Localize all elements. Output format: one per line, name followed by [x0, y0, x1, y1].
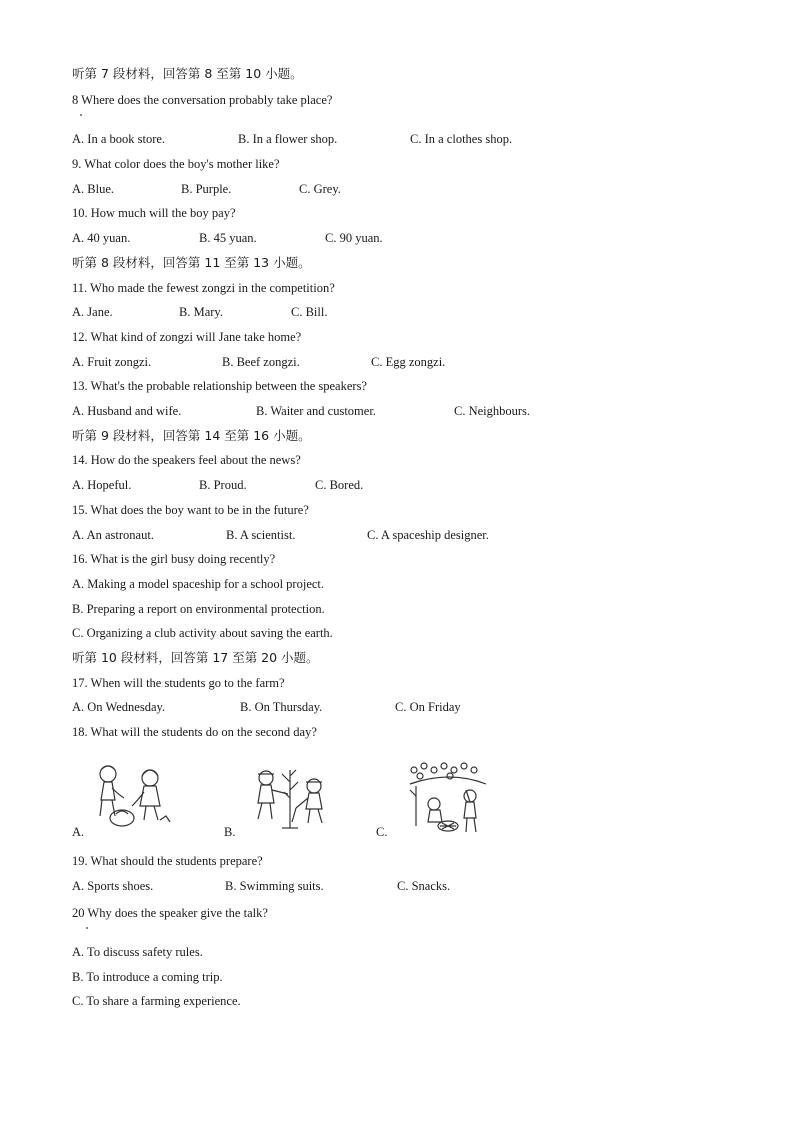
- q8-option-b[interactable]: B. In a flower shop.: [238, 132, 338, 146]
- q12-option-c[interactable]: C. Egg zongzi.: [371, 355, 446, 369]
- q9-option-c[interactable]: C. Grey.: [299, 182, 341, 196]
- q18-option-c-label[interactable]: C.: [376, 825, 388, 839]
- q17-option-a[interactable]: A. On Wednesday.: [72, 700, 166, 714]
- q16-option-c[interactable]: C. Organizing a club activity about saving the earth.: [72, 626, 333, 640]
- children-picking-fruit-icon[interactable]: [404, 760, 490, 836]
- q12-option-a[interactable]: A. Fruit zongzi.: [72, 355, 152, 369]
- q19-option-c[interactable]: C. Snacks.: [397, 879, 451, 893]
- section-10-instruction: 听第 10 段材料，回答第 17 至第 20 小题。: [72, 650, 319, 665]
- q18-option-a-label[interactable]: A.: [72, 825, 85, 839]
- question-16: 16. What is the girl busy doing recently?: [72, 552, 276, 566]
- question-11: 11. Who made the fewest zongzi in the competition?: [72, 281, 335, 295]
- q15-option-a[interactable]: A. An astronaut.: [72, 528, 154, 542]
- section-9-instruction: 听第 9 段材料，回答第 14 至第 16 小题。: [72, 428, 311, 443]
- q20-option-b[interactable]: B. To introduce a coming trip.: [72, 970, 223, 984]
- mark-dot: [86, 927, 88, 929]
- question-17: 17. When will the students go to the farm?: [72, 676, 285, 690]
- q19-option-b[interactable]: B. Swimming suits.: [225, 879, 324, 893]
- q9-option-a[interactable]: A. Blue.: [72, 182, 115, 196]
- question-19: 19. What should the students prepare?: [72, 854, 263, 868]
- question-9: 9. What color does the boy's mother like?: [72, 157, 280, 171]
- q10-option-a[interactable]: A. 40 yuan.: [72, 231, 131, 245]
- mark-dot: [80, 114, 82, 116]
- q12-option-b[interactable]: B. Beef zongzi.: [222, 355, 300, 369]
- q11-option-a[interactable]: A. Jane.: [72, 305, 113, 319]
- q14-option-a[interactable]: A. Hopeful.: [72, 478, 132, 492]
- q13-option-c[interactable]: C. Neighbours.: [454, 404, 531, 418]
- q16-option-a[interactable]: A. Making a model spaceship for a school project.: [72, 577, 325, 591]
- question-14: 14. How do the speakers feel about the news?: [72, 453, 301, 467]
- question-18: 18. What will the students do on the second day?: [72, 725, 317, 739]
- q18-option-b-label[interactable]: B.: [224, 825, 236, 839]
- q15-option-b[interactable]: B. A scientist.: [226, 528, 296, 542]
- q8-option-c[interactable]: C. In a clothes shop.: [410, 132, 513, 146]
- question-13: 13. What's the probable relationship between the speakers?: [72, 379, 367, 393]
- children-picking-up-litter-icon[interactable]: [90, 762, 180, 834]
- q13-option-a[interactable]: A. Husband and wife.: [72, 404, 182, 418]
- q11-option-c[interactable]: C. Bill.: [291, 305, 328, 319]
- question-10: 10. How much will the boy pay?: [72, 206, 236, 220]
- q10-option-b[interactable]: B. 45 yuan.: [199, 231, 257, 245]
- q20-option-c[interactable]: C. To share a farming experience.: [72, 994, 241, 1008]
- q9-option-b[interactable]: B. Purple.: [181, 182, 232, 196]
- q14-option-b[interactable]: B. Proud.: [199, 478, 247, 492]
- question-20: 20 Why does the speaker give the talk?: [72, 906, 268, 920]
- q20-option-a[interactable]: A. To discuss safety rules.: [72, 945, 203, 959]
- q10-option-c[interactable]: C. 90 yuan.: [325, 231, 383, 245]
- q13-option-b[interactable]: B. Waiter and customer.: [256, 404, 376, 418]
- question-8: 8 Where does the conversation probably take place?: [72, 93, 333, 107]
- q17-option-b[interactable]: B. On Thursday.: [240, 700, 323, 714]
- q11-option-b[interactable]: B. Mary.: [179, 305, 223, 319]
- question-12: 12. What kind of zongzi will Jane take home?: [72, 330, 302, 344]
- q16-option-b[interactable]: B. Preparing a report on environmental protection.: [72, 602, 325, 616]
- question-15: 15. What does the boy want to be in the future?: [72, 503, 309, 517]
- q14-option-c[interactable]: C. Bored.: [315, 478, 364, 492]
- q17-option-c[interactable]: C. On Friday: [395, 700, 461, 714]
- q19-option-a[interactable]: A. Sports shoes.: [72, 879, 154, 893]
- q15-option-c[interactable]: C. A spaceship designer.: [367, 528, 489, 542]
- section-7-instruction: 听第 7 段材料，回答第 8 至第 10 小题。: [72, 66, 303, 81]
- q8-option-a[interactable]: A. In a book store.: [72, 132, 166, 146]
- section-8-instruction: 听第 8 段材料，回答第 11 至第 13 小题。: [72, 255, 311, 270]
- children-planting-tree-icon[interactable]: [246, 762, 336, 834]
